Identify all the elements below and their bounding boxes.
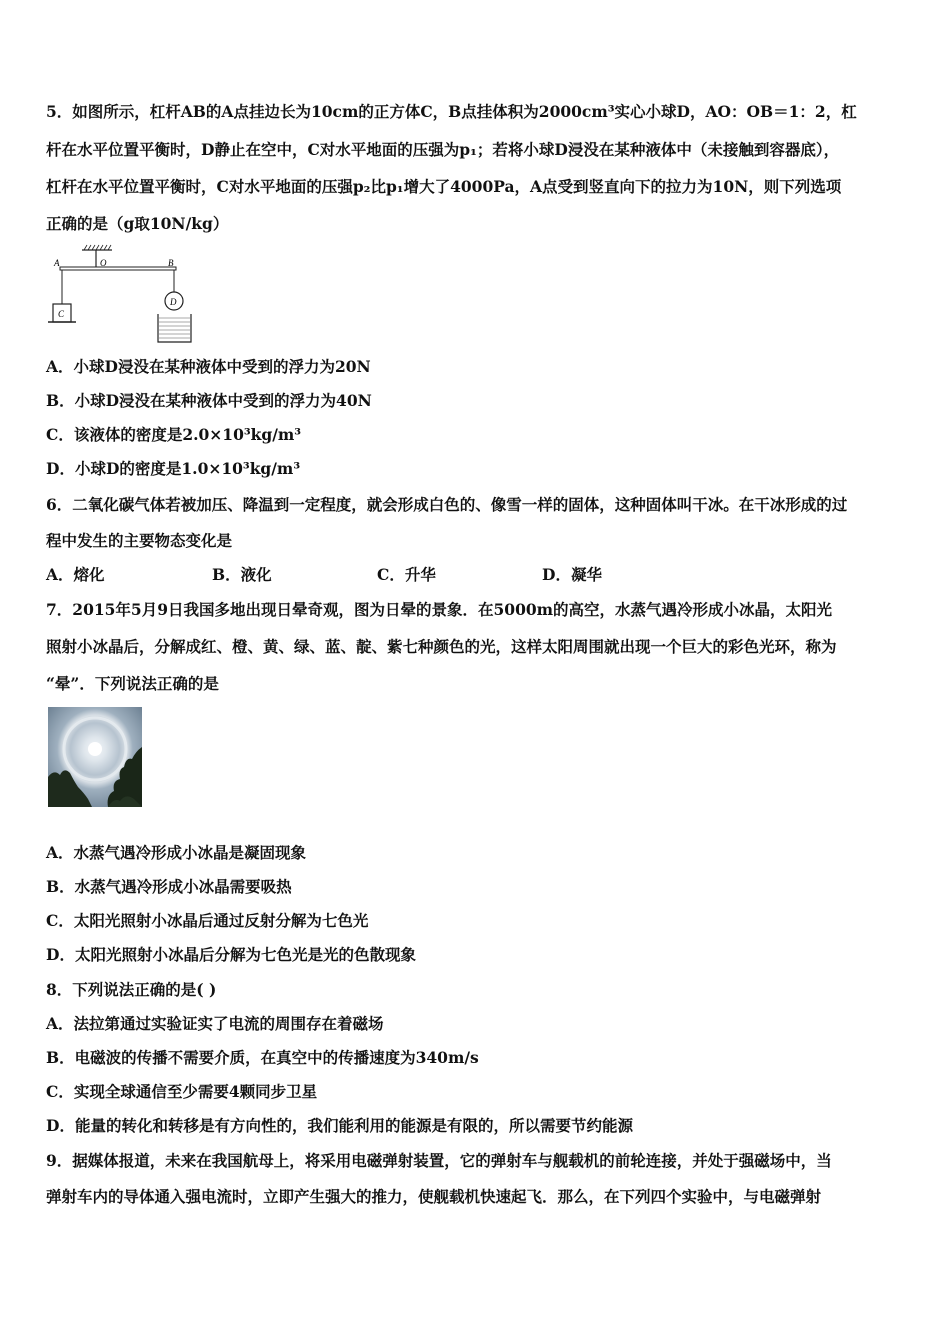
q5-option-c: C．该液体的密度是2.0×10³kg/m³ <box>46 425 302 444</box>
ceiling-hatch <box>84 245 111 250</box>
label-o: O <box>100 258 107 268</box>
q6-option-d: D．凝华 <box>542 565 602 584</box>
q5-option-b: B．小球D浸没在某种液体中受到的浮力为40N <box>46 391 372 410</box>
lever-diagram <box>46 244 226 346</box>
q7-stem-line-3: “晕”．下列说法正确的是 <box>46 674 219 693</box>
q6-option-b: B．液化 <box>212 565 272 584</box>
q7-option-a: A．水蒸气遇冷形成小冰晶是凝固现象 <box>46 843 307 862</box>
q7-option-b: B．水蒸气遇冷形成小冰晶需要吸热 <box>46 877 292 896</box>
q6-option-c: C．升华 <box>377 565 436 584</box>
q5-stem-line-1: 5．如图所示，杠杆AB的A点挂边长为10cm的正方体C，B点挂体积为2000cm³实心小球D，AO：OB＝1：2，杠 <box>46 102 857 121</box>
q9-stem-line-2: 弹射车内的导体通入强电流时，立即产生强大的推力，使舰载机快速起飞．那么，在下列四个实验中，与电磁弹射 <box>46 1187 822 1206</box>
solar-halo-photo <box>48 707 142 807</box>
q7-option-d: D．太阳光照射小冰晶后分解为七色光是光的色散现象 <box>46 945 416 964</box>
q9-stem-line-1: 9．据媒体报道，未来在我国航母上，将采用电磁弹射装置，它的弹射车与舰载机的前轮连接，并处于强磁场中，当 <box>46 1151 832 1170</box>
q7-option-c: C．太阳光照射小冰晶后通过反射分解为七色光 <box>46 911 369 930</box>
q8-stem: 8．下列说法正确的是( ) <box>46 980 217 999</box>
q5-option-d: D．小球D的密度是1.0×10³kg/m³ <box>46 459 301 478</box>
q5-stem-line-2: 杆在水平位置平衡时，D静止在空中，C对水平地面的压强为p₁；若将小球D浸没在某种液体中（未接触到容器底）， <box>46 140 840 159</box>
q5-stem-line-4: 正确的是（g取10N/kg） <box>46 214 229 233</box>
label-b: B <box>168 258 174 268</box>
q6-stem-line-2: 程中发生的主要物态变化是 <box>46 531 233 550</box>
liquid-lines <box>159 318 190 338</box>
q7-stem-line-1: 7．2015年5月9日我国多地出现日晕奇观，图为日晕的景象．在5000m的高空，水蒸气遇冷形成小冰晶，太阳光 <box>46 600 833 619</box>
label-a: A <box>54 258 60 268</box>
q7-stem-line-2: 照射小冰晶后，分解成红、橙、黄、绿、蓝、靛、紫七种颜色的光，这样太阳周围就出现一个巨大的彩色光环，称为 <box>46 637 837 656</box>
label-c: C <box>58 309 65 319</box>
lever-bar <box>60 267 176 270</box>
sun <box>88 742 102 756</box>
label-d: D <box>170 297 177 307</box>
q8-option-c: C．实现全球通信至少需要4颗同步卫星 <box>46 1082 318 1101</box>
q6-stem-line-1: 6．二氧化碳气体若被加压、降温到一定程度，就会形成白色的、像雪一样的固体，这种固体叫干冰。在干冰形成的过 <box>46 495 848 514</box>
q8-option-a: A．法拉第通过实验证实了电流的周围存在着磁场 <box>46 1014 384 1033</box>
q5-option-a: A．小球D浸没在某种液体中受到的浮力为20N <box>46 357 371 376</box>
q8-option-d: D．能量的转化和转移是有方向性的，我们能利用的能源是有限的，所以需要节约能源 <box>46 1116 633 1135</box>
q5-stem-line-3: 杠杆在水平位置平衡时，C对水平地面的压强p₂比p₁增大了4000Pa，A点受到竖直向下的拉力为10N，则下列选项 <box>46 177 842 196</box>
q6-option-a: A．熔化 <box>46 565 105 584</box>
q8-option-b: B．电磁波的传播不需要介质，在真空中的传播速度为340m/s <box>46 1048 479 1067</box>
